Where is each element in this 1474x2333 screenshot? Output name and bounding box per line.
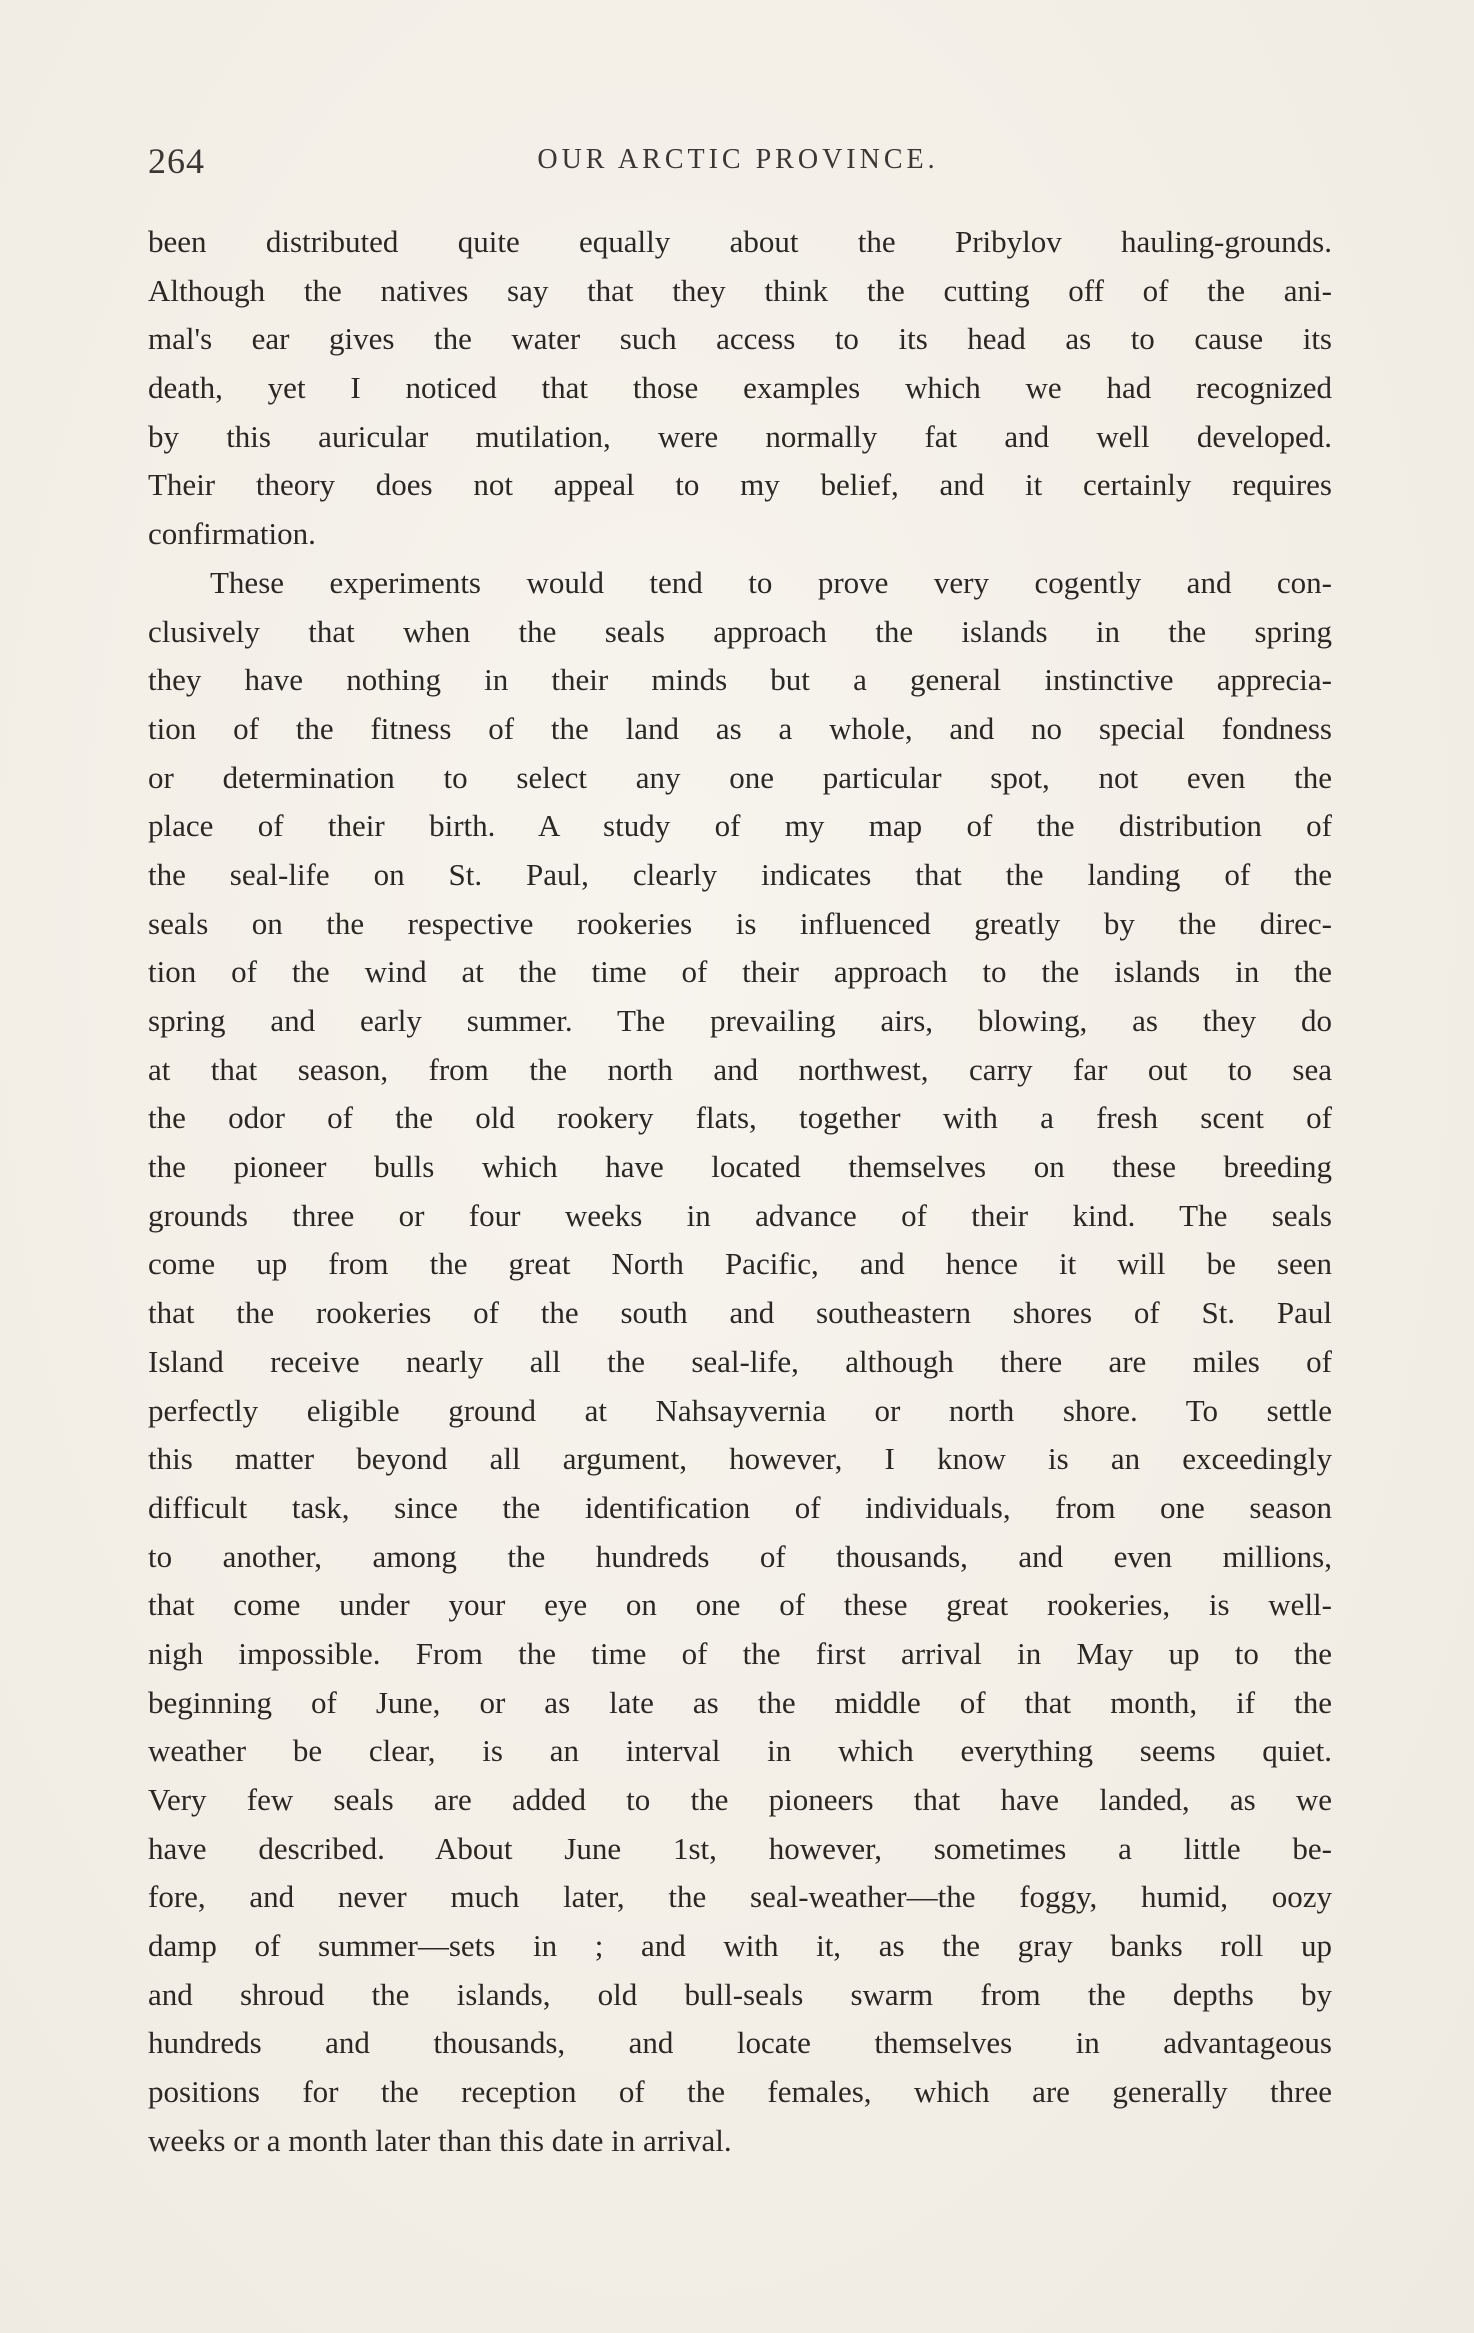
text-line: clusively that when the seals approach the islands in the spring	[148, 613, 1332, 649]
text-line: that the rookeries of the south and southeastern shores of St. Paul	[148, 1295, 1332, 1331]
text-line: spring and early summer. The prevailing airs, blowing, as they do	[148, 1003, 1332, 1038]
text-line: come up from the great North Pacific, and hence it will be seen	[148, 1246, 1332, 1282]
text-line: weeks or a month later than this date in arrival.	[148, 2122, 732, 2158]
text-line: weather be clear, is an interval in which everything seems quiet.	[148, 1733, 1332, 1769]
text-line: beginning of June, or as late as the middle of that month, if the	[148, 1684, 1332, 1720]
paragraph	[148, 559, 1332, 2166]
text-line: and shroud the islands, old bull-seals swarm from the depths by	[148, 1976, 1332, 2012]
running-head: OUR ARCTIC PROVINCE.	[537, 144, 939, 175]
paragraph	[148, 218, 1332, 559]
text-line: this matter beyond all argument, however, I know is an exceedingly	[148, 1441, 1332, 1477]
text-line: the odor of the old rookery flats, together with a fresh scent of	[148, 1100, 1332, 1136]
text-line: difficult task, since the identification of individuals, from one season	[148, 1489, 1332, 1525]
text-line: the pioneer bulls which have located themselves on these breeding	[148, 1149, 1332, 1185]
text-line: These experiments would tend to prove very cogently and con-	[210, 564, 1332, 600]
text-line: confirmation.	[148, 516, 316, 552]
body-text	[148, 218, 1332, 2166]
text-line: hundreds and thousands, and locate themselves in advantageous	[148, 2025, 1332, 2061]
text-line: Their theory does not appeal to my belief, and it certainly requires	[148, 467, 1332, 503]
text-line: Although the natives say that they think the cutting off of the ani-	[148, 272, 1332, 308]
page-number: 264	[148, 141, 205, 181]
text-line: nigh impossible. From the time of the first arrival in May up to the	[148, 1635, 1332, 1671]
text-line: mal's ear gives the water such access to its head as to cause its	[148, 321, 1332, 357]
text-line: perfectly eligible ground at Nahsayvernia or north shore. To settle	[148, 1392, 1332, 1428]
text-line: seals on the respective rookeries is influenced greatly by the direc-	[148, 905, 1332, 941]
text-line: damp of summer—sets in ; and with it, as the gray banks roll up	[148, 1928, 1332, 1964]
text-line: Very few seals are added to the pioneers that have landed, as we	[148, 1782, 1332, 1817]
text-line: have described. About June 1st, however, sometimes a little be-	[148, 1830, 1332, 1866]
text-line: tion of the fitness of the land as a whole, and no special fondness	[148, 710, 1332, 746]
text-line: fore, and never much later, the seal-weather—the foggy, humid, oozy	[148, 1879, 1332, 1915]
text-line: or determination to select any one particular spot, not even the	[148, 759, 1332, 795]
text-line: Island receive nearly all the seal-life, although there are miles of	[148, 1343, 1332, 1379]
text-line: by this auricular mutilation, were normally fat and well developed.	[148, 418, 1332, 454]
text-line: they have nothing in their minds but a general instinctive apprecia-	[148, 662, 1332, 698]
text-line: that come under your eye on one of these great rookeries, is well-	[148, 1587, 1332, 1623]
page-header	[148, 140, 1328, 190]
text-line: to another, among the hundreds of thousands, and even millions,	[148, 1538, 1332, 1574]
text-line: at that season, from the north and northwest, carry far out to sea	[148, 1051, 1332, 1087]
text-line: been distributed quite equally about the Pribylov hauling-grounds.	[148, 224, 1332, 259]
text-line: place of their birth. A study of my map of the distribution of	[148, 808, 1332, 844]
text-line: positions for the reception of the females, which are generally three	[148, 2074, 1332, 2110]
text-line: tion of the wind at the time of their approach to the islands in the	[148, 954, 1332, 990]
text-line: death, yet I noticed that those examples which we had recognized	[148, 370, 1332, 406]
text-line: grounds three or four weeks in advance of their kind. The seals	[148, 1197, 1332, 1233]
text-line: the seal-life on St. Paul, clearly indicates that the landing of the	[148, 856, 1332, 892]
